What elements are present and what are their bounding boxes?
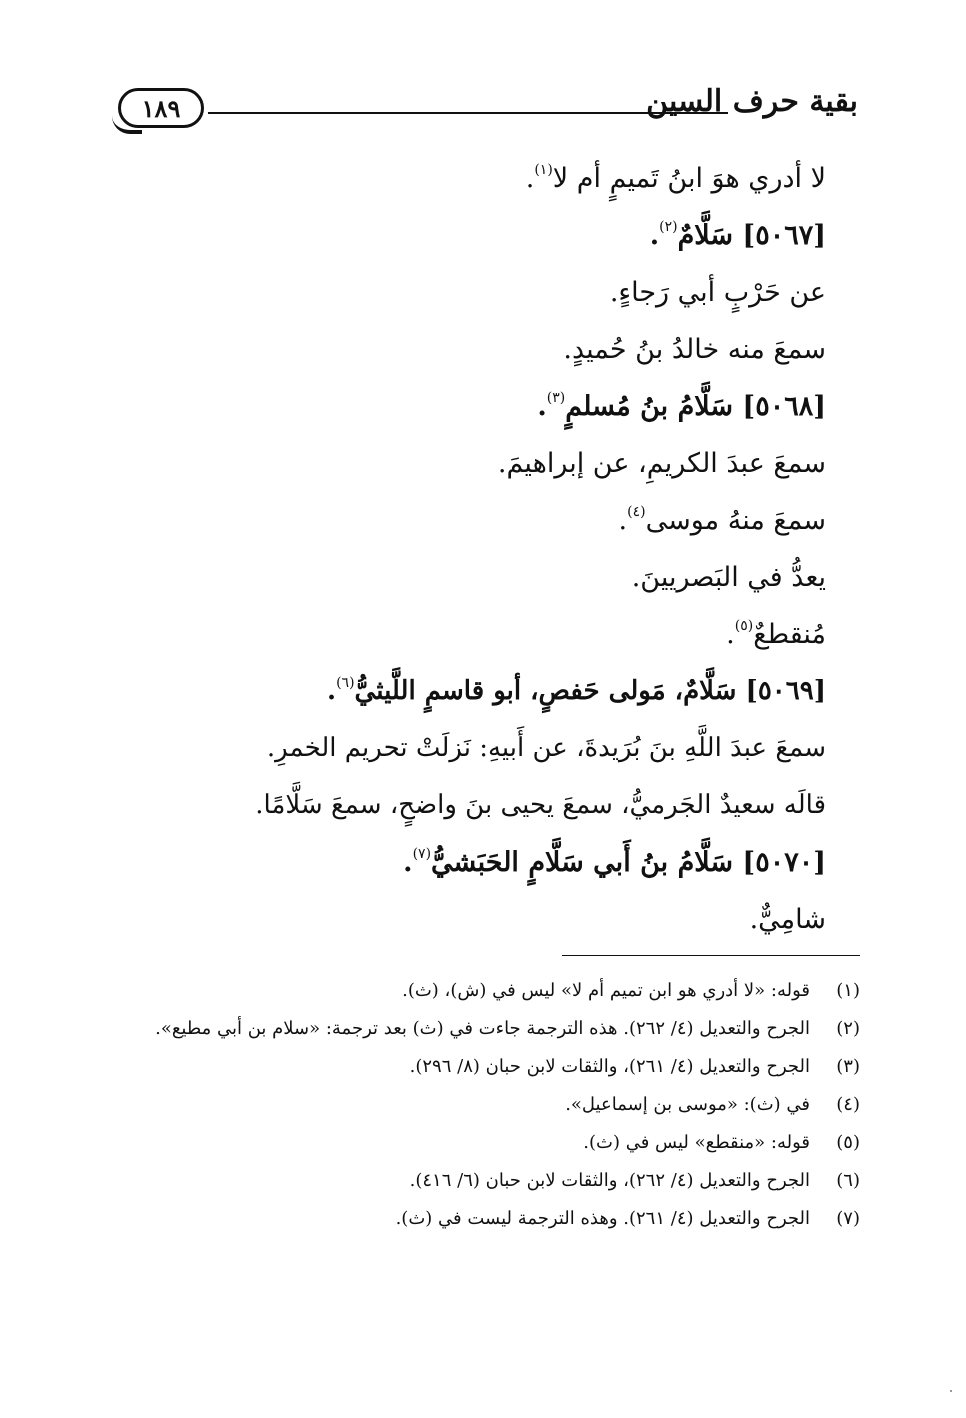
footnote-ref: (٣) [546,390,566,406]
text-line: سمعَ عبدَ الكريمِ، عن إبراهيمَ. [497,448,826,479]
footnote-text: قوله: «منقطع» ليس في (ث). [583,1132,810,1153]
footnote-text: الجرح والتعديل (٤/ ٢٦١)، والثقات لابن حبان (٨/ ٢٩٦). [409,1056,810,1077]
body-text [136,150,826,948]
footnote-text: في (ث): «موسى بن إسماعيل». [565,1094,810,1115]
text-line: يعدُّ في البَصريينَ. [631,562,826,593]
text-line: سمعَ منهُ موسى$^{(٤)}$. [618,504,826,536]
footnote-text: الجرح والتعديل (٤/ ٢٦١). وهذه الترجمة ليست في (ث). [395,1208,810,1229]
page-header [0,0,966,140]
entry-heading: [٥٠٧٠] سَلَّامُ بنُ أَبي سَلَّامٍ الحَبَشيُّ$^{(٧)}$. [403,846,826,878]
entry-heading: [٥٠٦٩] سَلَّامٌ، مَولى حَفصٍ، أبو قاسمٍ اللَّيثيُّ$^{(٦)}$. [327,675,826,706]
footnote-ref: (١) [534,162,553,178]
footnote-text: الجرح والتعديل (٤/ ٢٦٢). هذه الترجمة جاءت في (ث) بعد ترجمة: «سلام بن أبي مطيع». [155,1018,810,1039]
text-line: مُنقطعٌ$^{(٥)}$. [726,618,826,650]
footnote-ref: (٦) [336,675,355,691]
footnote-ref: (٧) [412,846,432,862]
footnote-separator [562,955,860,956]
footnote [108,1200,860,1238]
footnote [108,972,860,1010]
footnote-number: (٣) [836,1056,860,1077]
footnote-number: (٤) [836,1094,860,1115]
text-line: قالَه سعيدٌ الجَرميُّ، سمعَ يحيى بنَ واضحٍ، سمعَ سَلَّامًا. [255,790,826,820]
entry-heading: [٥٠٦٧] سَلَّامٌ$^{(٢)}$. [649,219,826,251]
text-line: سمعَ عبدَ اللَّهِ بنَ بُرَيدةَ، عن أَبيهِ: نَزلَتْ تحريم الخمرِ. [266,733,826,763]
footnote-ref: (٤) [627,504,646,520]
section-title: بقية حرف السين [646,84,858,119]
footnote-number: (٥) [836,1132,860,1153]
footnote [108,1048,860,1086]
text-line: سمعَ منه خالدُ بنُ حُميدٍ. [563,334,826,365]
footnote-number: (٦) [836,1170,860,1191]
footnote-text: الجرح والتعديل (٤/ ٢٦٢)، والثقات لابن حبان (٦/ ٤١٦). [409,1170,810,1191]
footnote-text: قوله: «لا أدري هو ابن تميم أم لا» ليس في (ش)، (ث). [402,980,810,1001]
footnote [108,1124,860,1162]
footnote-ref: (٥) [734,618,754,634]
text-line: لا أدري هوَ ابنُ تَميمٍ أم لا$^{(١)}$. [525,162,826,194]
footnote-ref: (٢) [659,219,678,235]
footnote [108,1010,860,1048]
footnote-number: (١) [836,980,860,1001]
footnotes [108,972,860,1238]
footnote [108,1086,860,1124]
footnote-number: (٧) [836,1208,860,1229]
page-number: ١٨٩ [118,88,204,128]
scan-speck [950,1390,952,1392]
text-line: عن حَرْبٍ أبي رَجاءٍ. [609,277,826,308]
text-line: شامِيٌّ. [749,904,826,935]
entry-heading: [٥٠٦٨] سَلَّامُ بنُ مُسلمٍ$^{(٣)}$. [537,390,826,422]
footnote-number: (٢) [836,1018,860,1039]
footnote [108,1162,860,1200]
badge-flourish-ornament [112,116,142,134]
